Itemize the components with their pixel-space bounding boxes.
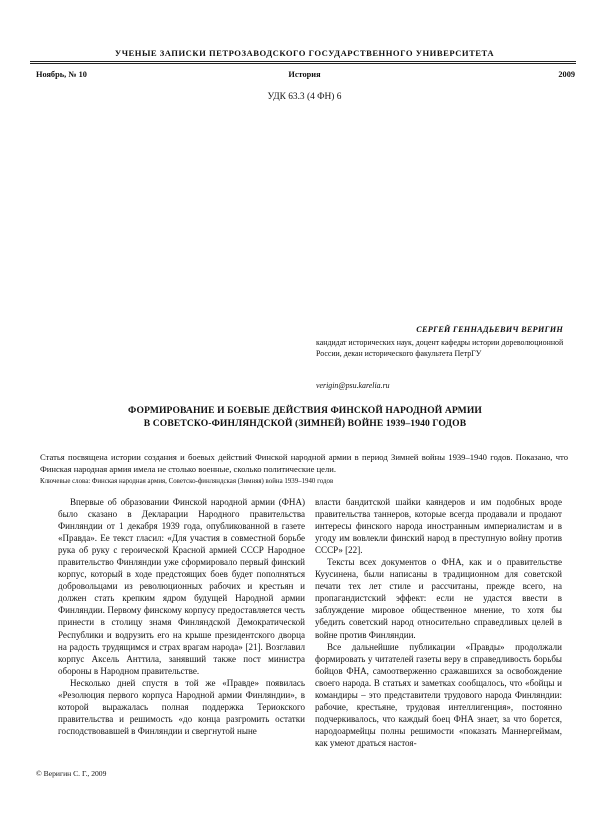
paragraph: Тексты всех документов о ФНА, как и о правительстве Куусинена, были написаны в традиционном для советской печати тех лет стиле и рассчитаны, прежде всего, на пропагандистский эффект: если не удастся ввести в заблуждение мировое общественное мнение, то хотя бы убедить советский народ относительно справедливых целей в войне против Финляндии. — [315, 557, 562, 640]
author-affiliation: кандидат исторических наук, доцент кафедры истории дореволюционной России, декан исторического факультета ПетрГУ — [316, 338, 564, 358]
journal-title: УЧЕНЫЕ ЗАПИСКИ ПЕТРОЗАВОДСКОГО ГОСУДАРСТВЕННОГО УНИВЕРСИТЕТА — [114, 48, 495, 58]
keywords: Ключевые слова: Финская народная армия, Советско-финляндская (Зимняя) война 1939–1940 годов — [40, 478, 334, 485]
copyright: © Веригин С. Г., 2009 — [36, 769, 107, 778]
issue-label: Ноябрь, № 10 — [36, 70, 87, 79]
article-title-line-1: ФОРМИРОВАНИЕ И БОЕВЫЕ ДЕЙСТВИЯ ФИНСКОЙ НАРОДНОЙ АРМИИ — [128, 405, 482, 416]
year-label: 2009 — [558, 70, 575, 79]
body-column-left — [58, 496, 305, 737]
article-title-line-2: В СОВЕТСКО-ФИНЛЯНДСКОЙ (ЗИМНЕЙ) ВОЙНЕ 1939–1940 ГОДОВ — [143, 417, 467, 429]
section-label: История — [288, 70, 321, 79]
author-name: СЕРГЕЙ ГЕННАДЬЕВИЧ ВЕРИГИН — [416, 325, 563, 334]
paragraph-continuation: власти бандитской шайки каяндеров и им подобных вроде правительства таннеров, которые всегда продавали и продают интересы финского народа иностранным империалистам и в угоду им вовлекли финский народ в преступную войну против СССР» [22]. — [315, 497, 562, 556]
udk-code: УДК 63.3 (4 ФН) 6 — [267, 92, 342, 102]
paragraph: Впервые об образовании Финской народной армии (ФНА) было сказано в Декларации Народного правительства Финляндии от 1 декабря 1939 года, опубликованной в газете «Правда». Ее текст гласил: «Для участия в совместной борьбе рука об руку с героической Красной армией СССР Народное правительство Финляндии уже сформировало первый финский корпус, который в ходе предстоящих боев будет пополняться добровольцами из революционных рабочих и крестьян и должен стать крепким ядром будущей Народной армии Финляндии. Первому финскому корпусу предоставляется честь принести в столицу знамя Финляндской Демократической Республики и водрузить его на крыше президентского дворца на радость трудящимся и страх врагам народа» [21]. Возглавил корпус Аксель Анттила, занявший также пост министра обороны в Народном правительстве. — [58, 497, 305, 676]
abstract: Статья посвящена истории создания и боевых действий Финской народной армии в период Зимней войны 1939–1940 годов. Показано, что Финская народная армия имела не столько военные, сколько политические цели. — [40, 452, 568, 474]
paragraph: Все дальнейшие публикации «Правды» продолжали формировать у читателей газеты веру в справедливость борьбы бойцов ФНА, самоотверженно сражавшихся за освобождение своего народа. В статьях и заметках сообщалось, что «бойцы и командиры – это представители трудового народа Финляндии: рабочие, крестьяне, трудовая интеллигенция», постоянно подчеркивалось, что каждый боец ФНА знает, за что борется, народоармейцы полны решимости «показать Маннергеймам, как умеют драться настоя- — [315, 641, 562, 748]
paragraph: Несколько дней спустя в той же «Правде» появилась «Резолюция первого корпуса Народной армии Финляндии», в которой выражалась полная поддержка Териокского правительства и решимость «до конца разгромить остатки господствовавшей в Финляндии и свергнутой ныне — [58, 677, 305, 736]
author-email[interactable]: verigin@psu.karelia.ru — [316, 381, 390, 390]
header-rule — [30, 61, 576, 62]
header-rule-thin — [30, 63, 576, 64]
article-title — [40, 405, 570, 430]
body-column-right — [315, 496, 562, 749]
